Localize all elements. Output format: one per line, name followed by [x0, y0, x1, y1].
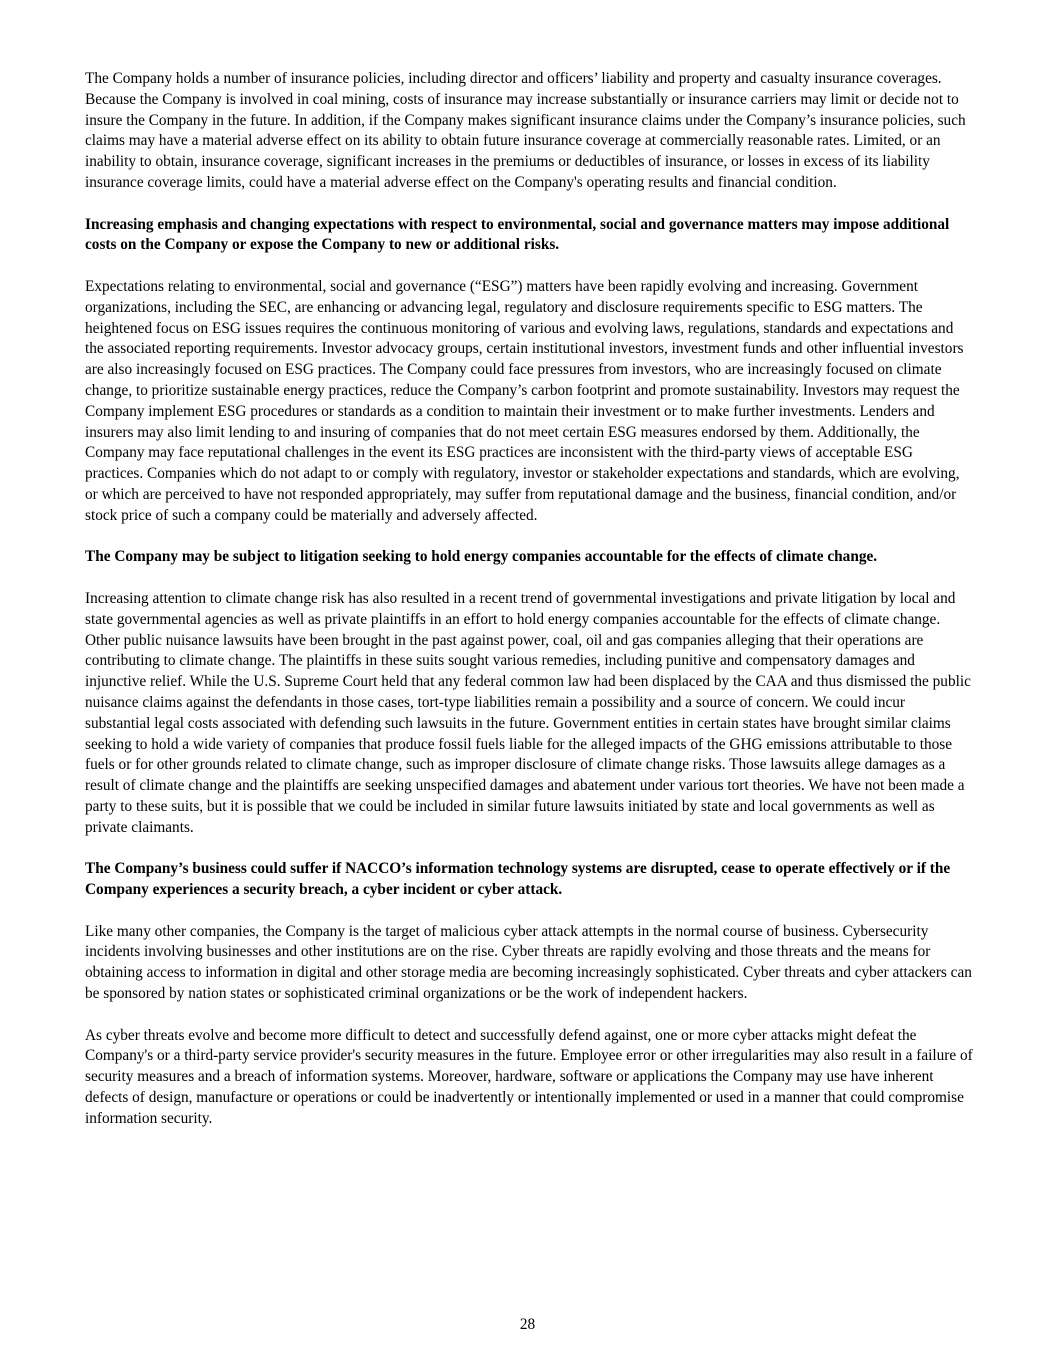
cyber-defense-paragraph: As cyber threats evolve and become more difficult to detect and successfully defend against, one or more cyber attacks might defeat the Company's or a third-party service provider's security measures in the future. Employee error or other irregularities may also result in a failure of security measures and a breach of information systems. Moreover, hardware, software or applications the Company may use have inherent defects of design, manufacture or operations or could be inadvertently or intentionally implemented or used in a manner that could compromise information security.	[85, 1026, 973, 1127]
cyber-risk-heading: The Company’s business could suffer if NACCO’s information technology systems are disrupted, cease to operate effectively or if the Company experiences a security breach, a cyber incident or cyber attack.	[85, 860, 951, 899]
insurance-paragraph: The Company holds a number of insurance policies, including director and officers’ liability and property and casualty insurance coverages. Because the Company is involved in coal mining, costs of insurance may increase substantially or insurance carriers may limit or decide not to insure the Company in the future. In addition, if the Company makes significant insurance claims under the Company’s insurance policies, such claims may have a material adverse effect on its ability to obtain future insurance coverage at commercially reasonable rates. Limited, or an inability to obtain, insurance coverage, significant increases in the premiums or deductibles of insurance, or losses in excess of its liability insurance coverage limits, could have a material adverse effect on the Company's operating results and financial condition.	[85, 70, 966, 191]
esg-risk-heading: Increasing emphasis and changing expectations with respect to environmental, social and governance matters may impose additional costs on the Company or expose the Company to new or additional risks.	[85, 215, 950, 254]
document-body	[85, 69, 973, 1150]
climate-litigation-heading: The Company may be subject to litigation seeking to hold energy companies accountable for the effects of climate change.	[85, 548, 878, 566]
climate-litigation-paragraph: Increasing attention to climate change risk has also resulted in a recent trend of governmental investigations and private litigation by local and state governmental agencies as well as private plaintiffs in an effort to hold energy companies accountable for the effects of climate change. Other public nuisance lawsuits have been brought in the past against power, coal, oil and gas companies alleging that their operations are contributing to climate change. The plaintiffs in these suits sought various remedies, including punitive and compensatory damages and injunctive relief. While the U.S. Supreme Court held that any federal common law had been displaced by the CAA and thus dismissed the public nuisance claims against the defendants in those cases, tort-type liabilities remain a possibility and a source of concern. We could incur substantial legal costs associated with defending such lawsuits in the future. Government entities in certain states have brought similar claims seeking to hold a wide variety of companies that produce fossil fuels liable for the alleged impacts of the GHG emissions attributable to those fuels or for other grounds related to climate change, such as improper disclosure of climate change risks. Those lawsuits allege damages as a result of climate change and the plaintiffs are seeking unspecified damages and abatement under various tort theories. We have not been made a party to these suits, but it is possible that we could be included in similar future lawsuits initiated by state and local governments as well as private claimants.	[85, 589, 971, 836]
page-number: 28	[519, 1316, 536, 1333]
cyber-threats-paragraph: Like many other companies, the Company is the target of malicious cyber attack attempts in the normal course of business. Cybersecurity incidents involving businesses and other institutions are on the rise. Cyber threats are rapidly evolving and those threats and the means for obtaining access to information in digital and other storage media are becoming increasingly sophisticated. Cyber threats and cyber attackers can be sponsored by nation states or sophisticated criminal organizations or be the work of independent hackers.	[85, 922, 972, 1003]
esg-paragraph: Expectations relating to environmental, social and governance (“ESG”) matters have been rapidly evolving and increasing. Government organizations, including the SEC, are enhancing or advancing legal, regulatory and disclosure requirements specific to ESG matters. The heightened focus on ESG issues requires the continuous monitoring of various and evolving laws, regulations, standards and expectations and the associated reporting requirements. Investor advocacy groups, certain institutional investors, investment funds and other influential investors are also increasingly focused on ESG practices. The Company could face pressures from investors, who are increasingly focused on climate change, to prioritize sustainable energy practices, reduce the Company’s carbon footprint and promote sustainability. Investors may request the Company implement ESG procedures or standards as a condition to maintain their investment or to make further investments. Lenders and insurers may also limit lending to and insuring of companies that do not meet certain ESG measures endorsed by them. Additionally, the Company may face reputational challenges in the event its ESG practices are inconsistent with the third-party views of acceptable ESG practices. Companies which do not adapt to or comply with regulatory, investor or stakeholder expectations and standards, which are evolving, or which are perceived to have not responded appropriately, may suffer from reputational damage and the business, financial condition, and/or stock price of such a company could be materially and adversely affected.	[85, 277, 964, 524]
